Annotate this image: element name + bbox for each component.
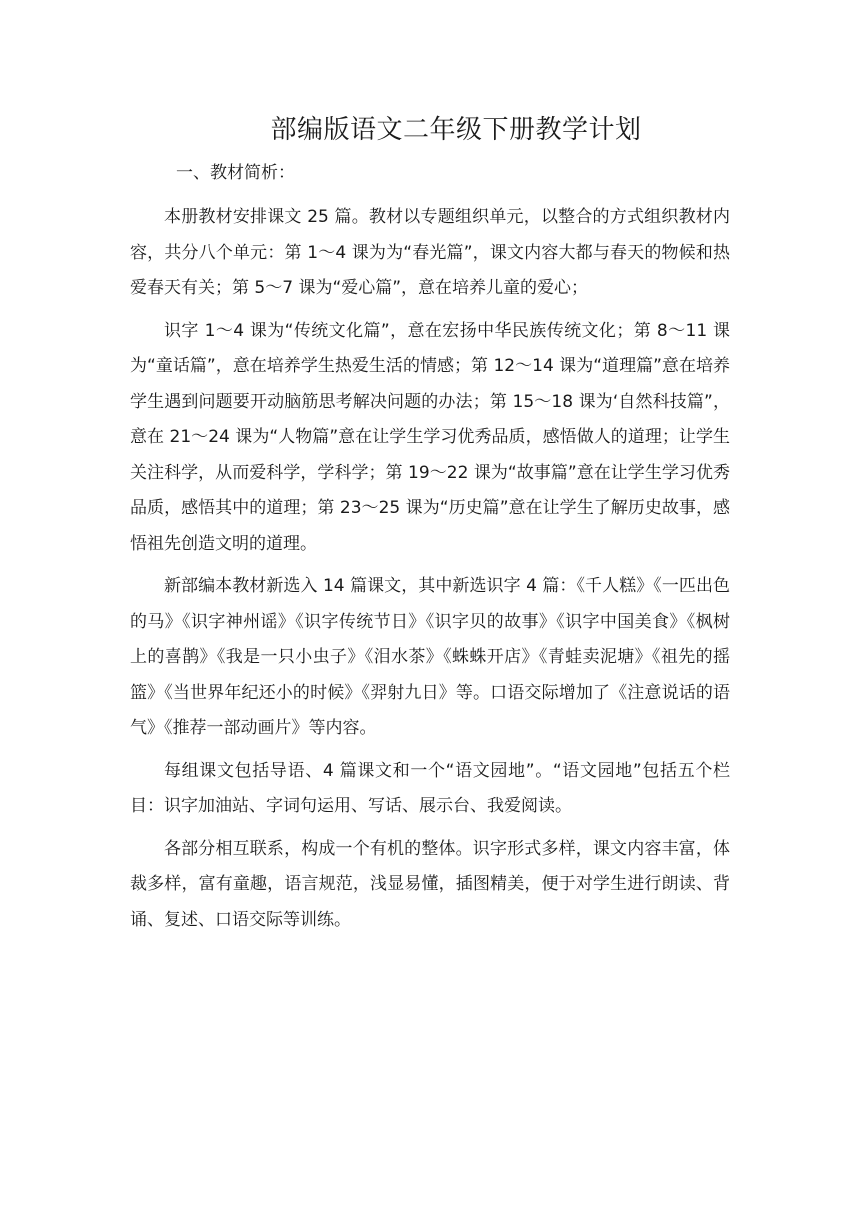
paragraph-unit-themes: 识字 1～4 课为“传统文化篇”，意在宏扬中华民族传统文化；第 8～11 课为“童话篇”，意在培养学生热爱生活的情感；第 12～14 课为“道理篇”意在培养学生遇到问题要开动脑筋思考解决问题的办法；第 15～18 课为‘自然科技篇”，意在 21～24 课为“人物篇”意在让学生学习优秀品质，感悟做人的道理；让学生关注科学，从而爱科学，学科学；第 19～22 课为“故事篇”意在让学生学习优秀品质，感悟其中的道理；第 23～25 课为“历史篇”意在让学生了解历史故事，感悟祖先创造文明的道理。 <box>130 320 730 554</box>
paragraph-lesson-groups: 每组课文包括导语、4 篇课文和一个“语文园地”。“语文园地”包括五个栏目：识字加油站、字词句运用、写话、展示台、我爱阅读。 <box>130 760 730 816</box>
paragraph-new-lessons: 新部编本教材新选入 14 篇课文，其中新选识字 4 篇：《千人糕》《一匹出色的马》《识字神州谣》《识字传统节日》《识字贝的故事》《识字中国美食》《枫树上的喜鹊》《我是一只小虫子》《泪水茶》《蛛蛛开店》《青蛙卖泥塘》《祖先的摇篮》《当世界年纪还小的时候》《羿射九日》等。口语交际增加了《注意说话的语气》《推荐一部动画片》等内容。 <box>130 576 730 738</box>
paragraph-textbook-overview: 本册教材安排课文 25 篇。教材以专题组织单元，以整合的方式组织教材内容，共分八个单元：第 1～4 课为为“春光篇”，课文内容大都与春天的物候和热爱春天有关；第 5～7 课为“爱心篇”，意在培养儿童的爱心； <box>130 207 730 298</box>
document-title: 部编版语文二年级下册教学计划 <box>270 115 642 145</box>
paragraph-integration: 各部分相互联系，构成一个有机的整体。识字形式多样，课文内容丰富，体裁多样，富有童趣，语言规范，浅显易懂，插图精美，便于对学生进行朗读、背诵、复述、口语交际等训练。 <box>130 838 730 930</box>
section-heading: 一、教材简析： <box>176 163 295 183</box>
document-body <box>130 200 730 945</box>
